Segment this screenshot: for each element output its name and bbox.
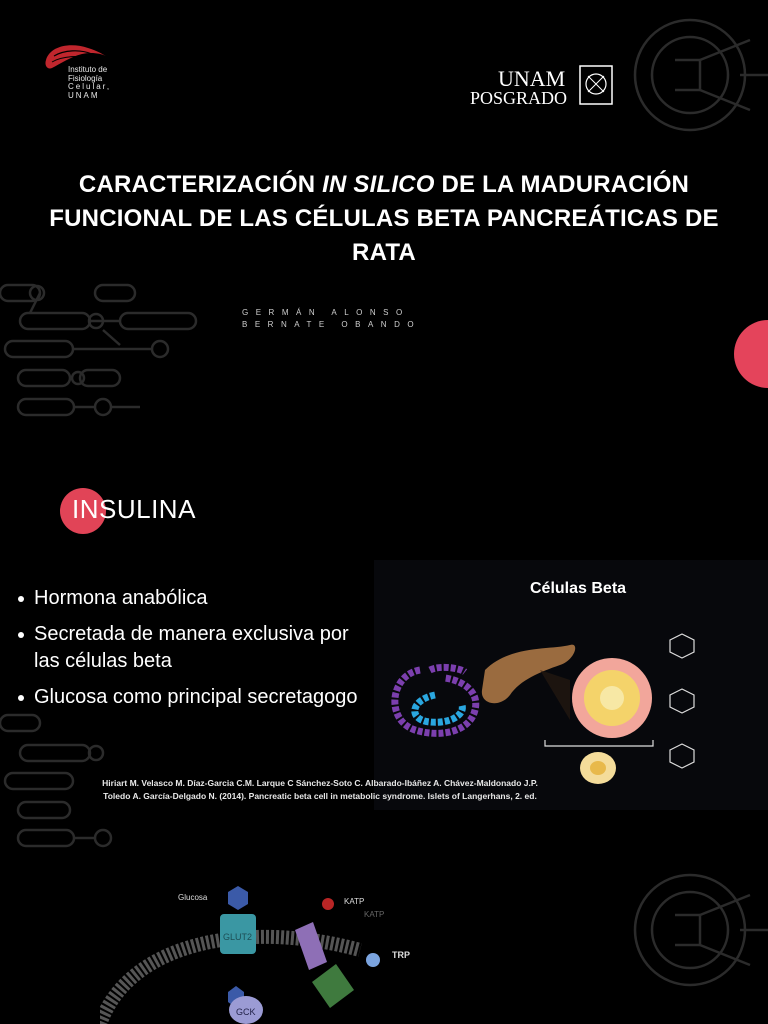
trp-label: TRP [392, 950, 410, 960]
title-part-2: DE LA MADURACIÓN FUNCIONAL DE LAS CÉLULAS BETA PANCREÁTICAS DE RATA [49, 171, 719, 266]
glucosa-label: Glucosa [178, 893, 208, 902]
gck-label: GCK [236, 1007, 256, 1017]
unam-posgrado-logo [470, 62, 620, 110]
trp-channel-icon [312, 964, 354, 1008]
list-item: Secretada de manera exclusiva por las células beta [16, 621, 376, 675]
katp-label: KATP [344, 897, 365, 906]
beta-cells-illustration [380, 610, 768, 795]
glucose-structure-icon [670, 634, 694, 768]
glucose-icon [228, 886, 248, 910]
page-title [40, 168, 728, 270]
figure-title: Células Beta [530, 580, 627, 597]
insulin-molecule-icon [395, 667, 476, 733]
list-item: Hormona anabólica [16, 585, 376, 612]
glut2-label: GLUT2 [223, 932, 253, 942]
ifc-line: Fisiología [68, 73, 103, 83]
ifc-line: UNAM [68, 90, 100, 100]
unam-text: UNAM [498, 66, 566, 91]
katp-label-2: KATP [364, 910, 385, 919]
author-name: GERMÁN ALONSO BERNATE OBANDO [242, 308, 422, 329]
accent-half-circle [734, 320, 768, 388]
ifc-line: Instituto de [68, 65, 108, 74]
bullet-list [16, 585, 376, 720]
section-heading: INSULINA [72, 494, 196, 524]
ifc-line: Celular, [68, 82, 112, 91]
ifc-logo-text [68, 66, 111, 100]
figure-citation: Hiriart M. Velasco M. Díaz-Garcia C.M. Larque C Sánchez-Soto C. Albarado-Ibáñez A. Chávez-Maldonado J.P. Toledo A. García-Delgado N. (2014). Pancreatic beta cell in metabolic syndrome. Islets of Langerhans, 2. ed. [102, 778, 538, 801]
cell-signaling-diagram [100, 880, 460, 1024]
posgrado-text: POSGRADO [470, 88, 568, 108]
title-italic: IN SILICO [322, 171, 435, 198]
title-part-1: CARACTERIZACIÓN [78, 171, 323, 198]
list-item: Glucosa como principal secretagogo [16, 684, 376, 711]
